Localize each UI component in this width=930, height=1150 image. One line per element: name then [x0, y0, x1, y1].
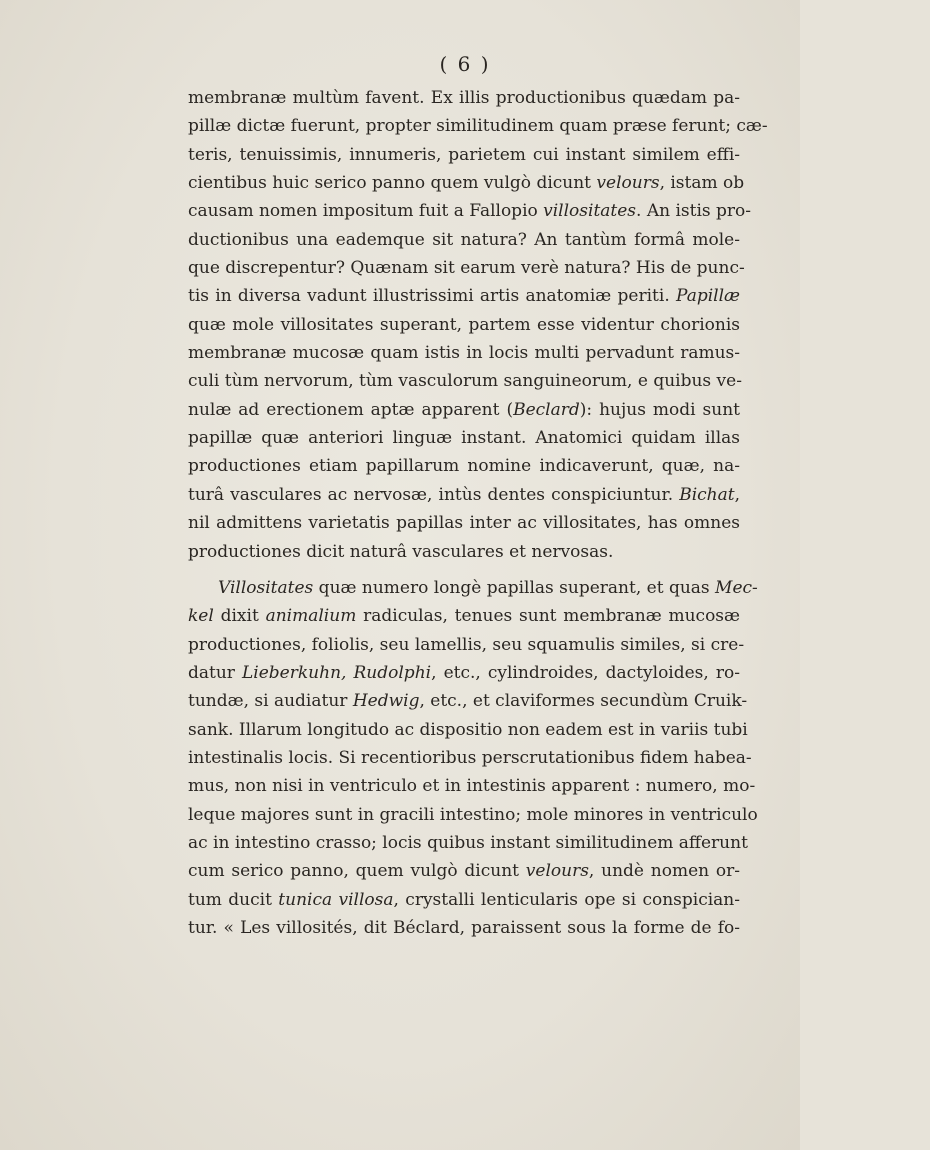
text-run: productiones, foliolis, seu lamellis, seu squamulis similes, si cre- [188, 634, 745, 655]
text-line [188, 716, 748, 744]
text-run: sank. Illarum longitudo ac dispositio non eadem est in variis tubi [188, 719, 748, 740]
text-line [188, 112, 768, 140]
italic-text: velours [525, 861, 589, 882]
text-line [188, 141, 740, 169]
text-run: radiculas, tenues sunt membranæ mucosæ [356, 606, 741, 627]
text-line [188, 801, 758, 829]
text-line [188, 886, 740, 914]
text-run: intestinalis locis. Si recentioribus perscrutationibus fidem habea- [188, 747, 752, 768]
text-run: membranæ multùm favent. Ex illis productionibus quædam pa- [188, 88, 740, 108]
text-run: que discrepentur? Quænam sit earum verè natura? His de punc- [188, 258, 745, 279]
text-run: ): hujus modi sunt [579, 399, 740, 420]
text-run: tis in diversa vadunt illustrissimi artis anatomiæ periti. [188, 286, 677, 307]
text-run: , etc., cylindroides, dactyloides, ro- [431, 662, 740, 683]
text-run: . An istis pro- [636, 201, 752, 222]
italic-text: villositates [543, 201, 637, 222]
text-line [188, 84, 740, 112]
italic-text: Beclard [513, 399, 580, 420]
paragraph [188, 84, 768, 566]
text-line [188, 311, 740, 339]
text-run: nulæ ad erectionem aptæ apparent ( [188, 399, 514, 420]
text-run: , crystalli lenticularis ope si conspician- [393, 889, 740, 910]
text-run: , undè nomen or- [588, 861, 741, 882]
text-run: , etc., et claviformes secundùm Cruik- [419, 691, 748, 712]
text-line [188, 339, 740, 367]
text-line [188, 367, 740, 395]
paragraph [188, 574, 758, 942]
text-line [188, 602, 740, 630]
italic-text: Villositates [218, 577, 314, 598]
text-run: teris, tenuissimis, innumeris, parietem cui instant similem effi- [188, 144, 740, 165]
body-text [188, 84, 768, 942]
text-run: ductionibus una eademque sit natura? An tantùm formâ mole- [188, 229, 740, 250]
italic-text: kel [188, 606, 214, 627]
text-run: causam nomen impositum fuit a Fallopio [188, 201, 544, 222]
text-line [188, 538, 740, 566]
text-run: productiones etiam papillarum nomine indicaverunt, quæ, na- [188, 456, 740, 477]
italic-text: Mec- [715, 577, 758, 598]
text-run: pillæ dictæ fuerunt, propter similitudinem quam præse ferunt; cæ- [188, 116, 768, 137]
text-line [188, 744, 752, 772]
text-run: mus, non nisi in ventriculo et in intestinis apparent : numero, mo- [188, 776, 756, 797]
text-line [188, 254, 745, 282]
text-run: tum ducit [188, 889, 279, 910]
text-run: culi tùm nervorum, tùm vasculorum sanguineorum, e quibus ve- [188, 371, 742, 392]
text-line [188, 226, 740, 254]
text-line [188, 509, 740, 537]
italic-text: tunica villosa [278, 889, 394, 910]
text-line [188, 687, 748, 715]
italic-text: Papillæ [676, 286, 740, 307]
italic-text: animalium [265, 606, 357, 627]
text-line [188, 197, 752, 225]
text-run: tur. « Les villosités, dit Béclard, paraissent sous la forme de fo- [188, 917, 740, 938]
text-run: quæ mole villositates superant, partem esse videntur chorionis [188, 314, 740, 335]
text-run: datur [188, 662, 243, 683]
text-line [188, 829, 748, 857]
italic-text: Lieberkuhn, Rudolphi [242, 662, 432, 683]
text-line [188, 481, 740, 509]
text-line [188, 857, 740, 885]
text-run: dixit [213, 606, 266, 627]
text-run: cientibus huic serico panno quem vulgò dicunt [188, 173, 597, 194]
text-line [188, 574, 758, 602]
text-run: turâ vasculares ac nervosæ, intùs dentes conspiciuntur. [188, 484, 680, 505]
text-line [188, 772, 756, 800]
text-run: quæ numero longè papillas superant, et quas [313, 577, 716, 598]
text-run: membranæ mucosæ quam istis in locis multi pervadunt ramus- [188, 343, 740, 364]
italic-text: Bichat [679, 484, 735, 505]
text-run: papillæ quæ anteriori linguæ instant. Anatomici quidam illas [188, 428, 740, 449]
text-run: ac in intestino crasso; locis quibus instant similitudinem afferunt [188, 832, 748, 853]
text-run: productiones dicit naturâ vasculares et nervosas. [188, 541, 614, 562]
text-run: , istam ob [659, 173, 745, 194]
italic-text: Hedwig [352, 691, 420, 712]
text-line [188, 424, 740, 452]
page-number: ( 6 ) [439, 52, 491, 76]
text-line [188, 914, 740, 942]
text-line [188, 396, 740, 424]
text-run: leque majores sunt in gracili intestino; mole minores in ventriculo [188, 804, 758, 825]
text-line [188, 452, 740, 480]
text-run: cum serico panno, quem vulgò dicunt [188, 861, 526, 882]
text-line [188, 631, 745, 659]
text-line [188, 169, 745, 197]
text-line [188, 282, 740, 310]
text-run: tundæ, si audiatur [188, 691, 353, 712]
text-run: , [734, 484, 740, 505]
text-run: nil admittens varietatis papillas inter ac villositates, has omnes [188, 513, 740, 534]
italic-text: velours [596, 173, 660, 194]
text-line [188, 659, 740, 687]
